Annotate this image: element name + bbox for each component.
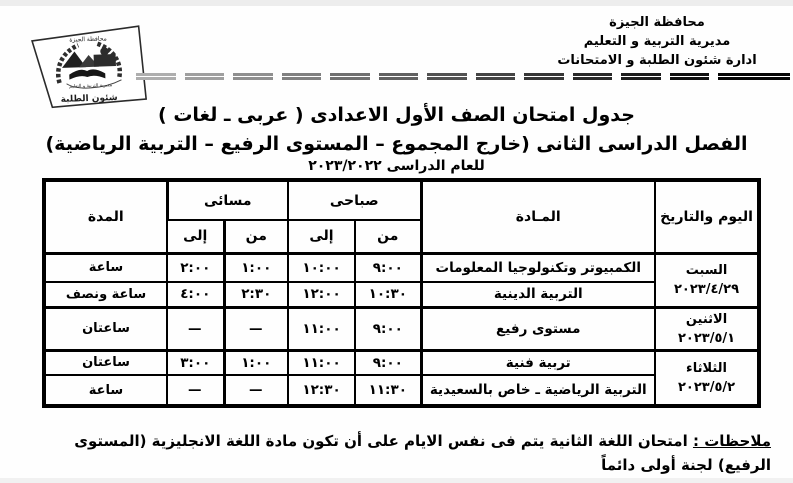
- document-titles: [0, 104, 793, 174]
- day-name: الاثنين: [685, 311, 728, 327]
- col-header-morning-to: إلى: [288, 220, 355, 253]
- morning-from-cell: ١١:٣٠: [355, 375, 421, 406]
- morning-from-cell: ١٠:٣٠: [355, 282, 421, 307]
- duration-cell: ساعة: [44, 375, 167, 406]
- morning-to-cell: ١٢:٠٠: [288, 282, 355, 307]
- morning-to-cell: ١٢:٣٠: [288, 375, 355, 406]
- org-line-governorate: محافظة الجيزة: [609, 15, 705, 30]
- rule-dash: [427, 73, 467, 80]
- subject-cell: التربية الدينية: [421, 282, 655, 307]
- duration-cell: ساعتان: [44, 350, 167, 375]
- table-row: [44, 253, 759, 282]
- evening-to-cell: ٤:٠٠: [167, 282, 224, 307]
- rule-dash: [282, 73, 322, 80]
- org-line-administration: ادارة شئون الطلبة و الامتحانات: [557, 53, 757, 68]
- table-row: [44, 375, 759, 406]
- morning-to-cell: ١١:٠٠: [288, 350, 355, 375]
- day-date-cell: [655, 350, 759, 406]
- col-header-evening-from: من: [224, 220, 288, 253]
- day-date: ٢٠٢٣/٤/٢٩: [673, 282, 740, 297]
- morning-to-cell: ١٠:٠٠: [288, 253, 355, 282]
- rule-dash: [185, 73, 225, 80]
- sub-title: الفصل الدراسى الثانى (خارج المجموع – المستوى الرفيع – التربية الرياضية): [45, 133, 748, 155]
- table-row: [44, 282, 759, 307]
- evening-to-cell: —: [167, 307, 224, 350]
- subject-cell: التربية الرياضية ـ خاص بالسعيدية: [421, 375, 655, 406]
- official-stamp: [25, 22, 152, 112]
- day-name: الثلاثاء: [686, 360, 727, 376]
- col-header-morning-from: من: [355, 220, 421, 253]
- note-label: ملاحظات :: [692, 432, 771, 450]
- scan-artifact-top: [0, 0, 793, 6]
- col-header-evening-to: إلى: [167, 220, 224, 253]
- day-date: ٢٠٢٣/٥/٢: [677, 379, 736, 395]
- evening-to-cell: ٣:٠٠: [167, 350, 224, 375]
- rule-dash: [136, 73, 176, 80]
- duration-cell: ساعة ونصف: [44, 282, 167, 307]
- org-header: [527, 13, 787, 70]
- col-header-morning: صباحى: [288, 180, 421, 220]
- rule-dash: [524, 73, 564, 80]
- evening-from-cell: ١:٠٠: [224, 253, 288, 282]
- morning-from-cell: ٩:٠٠: [355, 253, 421, 282]
- stamp-top-text: محافظة الجيزة: [69, 35, 107, 44]
- duration-cell: ساعة: [44, 253, 167, 282]
- note-text: امتحان اللغة الثانية يتم فى نفس الايام على أن تكون مادة اللغة الانجليزية (المستوى الرفيع) لجنة أولى دائماً: [74, 432, 771, 474]
- table-row: [44, 350, 759, 375]
- col-header-duration: المدة: [44, 180, 167, 253]
- rule-dash: [233, 73, 273, 80]
- stamp-emblem-graphic: [25, 22, 152, 112]
- col-header-evening: مسائى: [167, 180, 288, 220]
- org-line-directorate: مديرية التربية و التعليم: [583, 34, 731, 49]
- letterhead-rule: [136, 72, 790, 80]
- rule-dash: [330, 73, 370, 80]
- rule-dash: [476, 73, 516, 80]
- evening-to-cell: —: [167, 375, 224, 406]
- day-name: السبت: [685, 263, 728, 278]
- day-date-cell: [655, 253, 759, 307]
- subject-cell: تربية فنية: [421, 350, 655, 375]
- evening-from-cell: —: [224, 375, 288, 406]
- evening-from-cell: —: [224, 307, 288, 350]
- subject-cell: الكمبيوتر وتكنولوجيا المعلومات: [421, 253, 655, 282]
- rule-dash: [621, 73, 661, 80]
- col-header-subject: المـادة: [421, 180, 655, 253]
- table-row: [44, 307, 759, 350]
- evening-from-cell: ٢:٣٠: [224, 282, 288, 307]
- rule-dash: [670, 73, 710, 80]
- day-date-cell: [655, 307, 759, 350]
- day-date: ٢٠٢٣/٥/١: [677, 330, 736, 346]
- rule-dash: [379, 73, 419, 80]
- main-title: جدول امتحان الصف الأول الاعدادى ( عربى ـ لغات ): [158, 104, 635, 126]
- morning-from-cell: ٩:٠٠: [355, 350, 421, 375]
- subject-cell: مستوى رفيع: [421, 307, 655, 350]
- scan-artifact-bottom: [0, 478, 793, 483]
- evening-from-cell: ١:٠٠: [224, 350, 288, 375]
- stamp-bottom-text: شئون الطلبة: [60, 92, 118, 105]
- morning-to-cell: ١١:٠٠: [288, 307, 355, 350]
- rule-dash: [718, 73, 790, 80]
- footer-note: [18, 429, 771, 477]
- academic-year: للعام الدراسى ٢٠٢٣/٢٠٢٢: [308, 158, 485, 174]
- stamp-building-icon: [94, 54, 116, 67]
- duration-cell: ساعتان: [44, 307, 167, 350]
- stamp-middle-text: مديرية التربية و التعليم: [69, 83, 113, 90]
- rule-dash: [573, 73, 613, 80]
- evening-to-cell: ٢:٠٠: [167, 253, 224, 282]
- col-header-day-date: اليوم والتاريخ: [655, 180, 759, 253]
- exam-schedule-table: [42, 178, 761, 408]
- morning-from-cell: ٩:٠٠: [355, 307, 421, 350]
